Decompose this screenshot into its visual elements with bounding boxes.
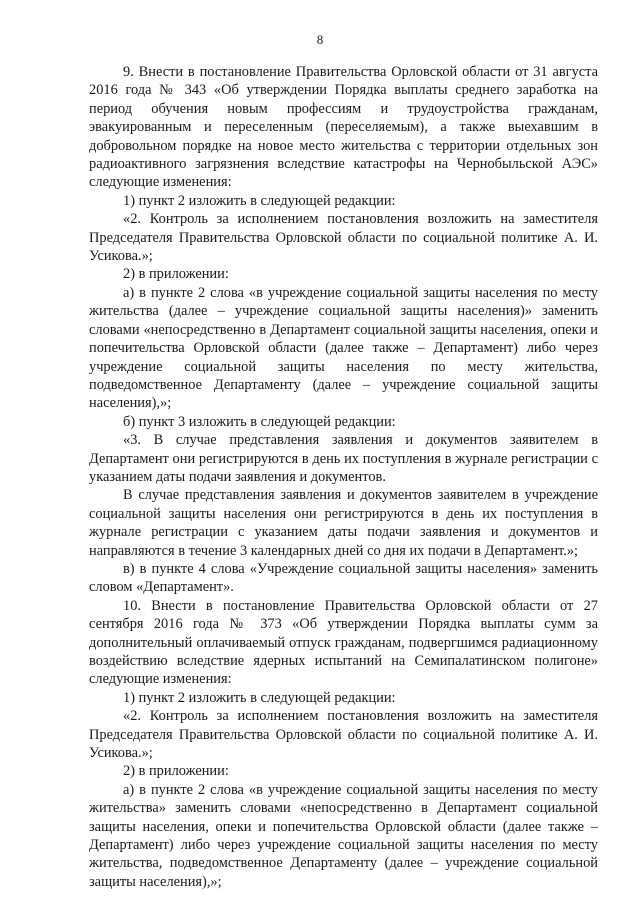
paragraph-quote: «3. В случае представления заявления и документов заявителем в Департамент они регистрируются в день их поступления в журнале регистрации с указанием даты подачи заявления и документов. <box>89 432 598 485</box>
paragraph-subitem: 2) в приложении: <box>123 266 229 283</box>
paragraph-subitem: 1) пункт 2 изложить в следующей редакции: <box>123 192 396 209</box>
page-number: 8 <box>316 32 324 47</box>
document-body <box>89 63 598 891</box>
paragraph-item-10: 10. Внести в постановление Правительства Орловской области от 27 сентября 2016 года № 373 «Об утверждении Порядка выплаты сумм за дополнительный оплачиваемый отпуск гражданам, подвергшимся радиационному воздействию вследствие ядерных испытаний на Семипалатинском полигоне» следующие изменения: <box>89 597 598 688</box>
paragraph-amendment: в) в пункте 4 слова «Учреждение социальной защиты населения» заменить словом «Департамент». <box>89 560 598 596</box>
paragraph-item-9: 9. Внести в постановление Правительства Орловской области от 31 августа 2016 года № 343 «Об утверждении Порядка выплаты среднего заработка на период обучения новым профессиям и трудоустройства гражданам, эвакуированным и переселенным (переселяемым), а также выехавшим в добровольном порядке на новое место жительства с территории отдельных зон радиоактивного загрязнения вследствие катастрофы на Чернобыльской АЭС» следующие изменения: <box>89 64 598 191</box>
paragraph-amendment: а) в пункте 2 слова «в учреждение социальной защиты населения по месту жительства (далее – учреждение социальной защиты населения)» заменить словами «непосредственно в Департамент социальной защиты населения, опеки и попечительства Орловской области (далее также – Департамент) либо через учреждение социальной защиты населения по месту жительства, подведомственное Департаменту (далее – учреждение социальной защиты населения),»; <box>89 284 598 412</box>
paragraph-subitem: б) пункт 3 изложить в следующей редакции: <box>123 413 396 430</box>
paragraph-quote: «2. Контроль за исполнением постановления возложить на заместителя Председателя Правительства Орловской области по социальной политике А. И. Усикова.»; <box>89 708 598 762</box>
paragraph-quote: В случае представления заявления и документов заявителем в учреждение социальной защиты населения они регистрируются в день их поступления в журнале регистрации с указанием даты подачи заявления и документов и направляются в течение 3 календарных дней со дня их подачи в Департамент.»; <box>89 487 598 559</box>
paragraph-quote: «2. Контроль за исполнением постановления возложить на заместителя Председателя Правительства Орловской области по социальной политике А. И. Усикова.»; <box>89 211 598 265</box>
paragraph-amendment: а) в пункте 2 слова «в учреждение социальной защиты населения по месту жительства» заменить словами «непосредственно в Департамент социальной защиты населения, опеки и попечительства Орловской области (далее также – Департамент) либо через учреждение социальной защиты населения по месту жительства, подведомственное Департаменту (далее – учреждение социальной защиты населения),»; <box>89 781 598 890</box>
paragraph-subitem: 1) пункт 2 изложить в следующей редакции: <box>123 689 396 706</box>
paragraph-subitem: 2) в приложении: <box>123 763 229 780</box>
